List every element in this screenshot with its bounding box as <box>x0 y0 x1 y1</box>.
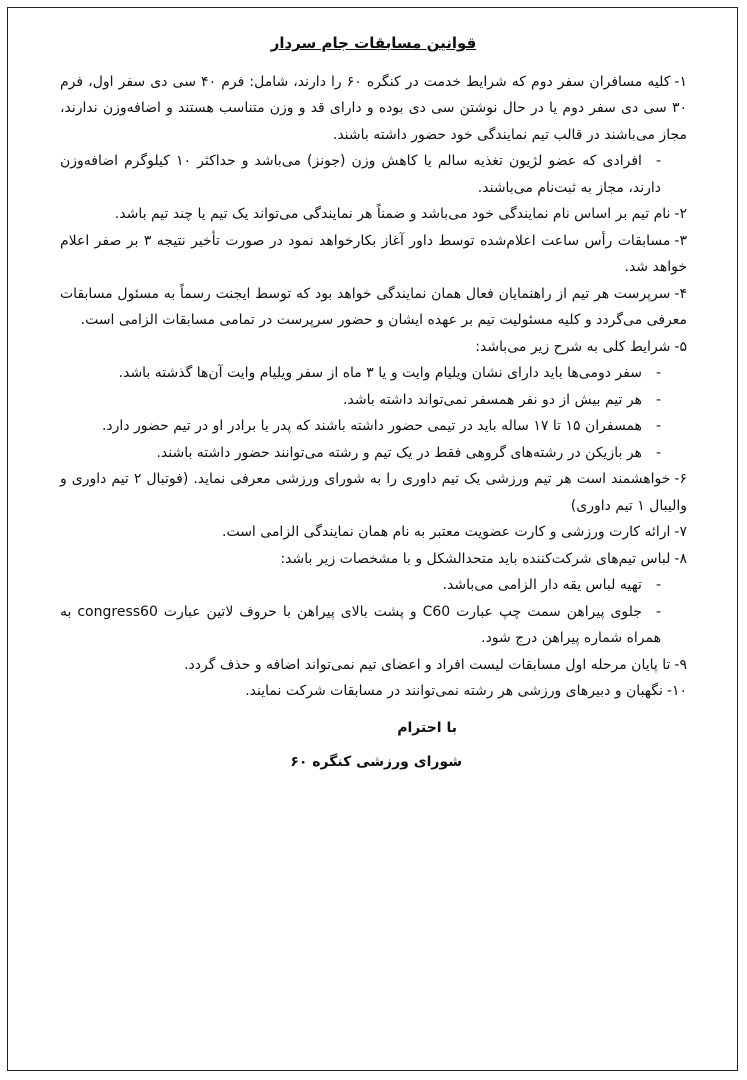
bullet-dash: - <box>655 365 661 381</box>
rule-text: خواهشمند است هر تیم ورزشی یک تیم داوری را به شورای ورزشی معرفی نماید. (فوتبال ۲ تیم داوری و والیبال ۱ تیم داوری) <box>60 471 687 514</box>
rule-subitem <box>60 572 661 599</box>
closing-regards: با احترام <box>397 719 457 736</box>
rule-item <box>60 466 687 519</box>
rule-item <box>60 678 687 705</box>
rule-subitem-text: هر تیم بیش از دو نفر همسفر نمی‌تواند داشته باشد. <box>343 391 642 408</box>
rule-number: ۱۰- <box>666 683 687 699</box>
rule-text: نام تیم بر اساس نام نمایندگی خود می‌باشد و ضمناً هر نمایندگی می‌تواند یک تیم یا چند تیم باشد. <box>114 206 671 222</box>
closing-signature <box>60 715 687 776</box>
rule-subitem <box>60 148 661 201</box>
rule-number: ۵- <box>674 338 687 355</box>
rule-subitem <box>60 599 661 652</box>
bullet-dash: - <box>655 153 661 169</box>
rule-subitem-text: هر بازیکن در رشته‌های گروهی فقط در یک تیم و رشته می‌توانند حضور داشته باشند. <box>156 444 642 461</box>
rule-item <box>60 201 687 228</box>
rule-number: ۲- <box>674 206 687 222</box>
rule-item <box>60 281 687 334</box>
closing-signatory: شورای ورزشی کنگره ۶۰ <box>290 754 462 770</box>
rule-text: ارائه کارت ورزشی و کارت عضویت معتبر به نام همان نمایندگی الزامی است. <box>222 524 671 540</box>
rules-list <box>60 69 687 705</box>
bullet-dash: - <box>655 603 662 620</box>
rule-number: ۷- <box>674 524 687 540</box>
rule-number: ۸- <box>674 550 687 567</box>
rule-subitem <box>60 387 661 414</box>
rule-subitem-text: جلوی پیراهن سمت چپ عبارت C60 و پشت بالای پیراهن با حروف لاتین عبارت congress60 به همراه شماره پیراهن درج شود. <box>60 603 661 646</box>
rule-subitem <box>60 360 661 387</box>
bullet-dash: - <box>655 444 661 461</box>
bullet-dash: - <box>655 577 661 593</box>
rule-text: نگهبان و دبیرهای ورزشی هر رشته نمی‌توانند در مسابقات شرکت نمایند. <box>245 683 663 699</box>
rule-subitem-text: سفر دومی‌ها باید دارای نشان ویلیام وایت و یا ۳ ماه از سفر ویلیام وایت آن‌ها گذشته باشد. <box>118 365 642 381</box>
rule-text: تا پایان مرحله اول مسابقات لیست افراد و اعضای تیم نمی‌تواند اضافه و حذف گردد. <box>184 656 671 673</box>
rule-number: ۴- <box>674 285 687 302</box>
bullet-dash: - <box>655 391 661 408</box>
rule-subitem <box>60 440 661 467</box>
rule-text: لباس تیم‌های شرکت‌کننده باید متحدالشکل و با مشخصات زیر باشد: <box>280 550 671 567</box>
rule-subitem-text: همسفران ۱۵ تا ۱۷ ساله باید در تیمی حضور داشته باشند که پدر یا برادر او در تیم حضور دارد. <box>101 418 642 434</box>
rule-item <box>60 228 687 281</box>
rule-item <box>60 652 687 679</box>
rule-item <box>60 69 687 149</box>
rule-item <box>60 519 687 546</box>
rule-text: کلیه مسافران سفر دوم که شرایط خدمت در کنگره ۶۰ را دارند، شامل: فرم ۴۰ سی دی سفر اول، فرم ۳۰ سی دی سفر دوم یا در حال نوشتن سی دی بوده و دارای قد و وزن متناسب هستند و اضافه‌وزن ندارند، مجاز می‌باشند در قالب تیم نمایندگی خود حضور داشته باشند. <box>60 73 687 143</box>
rule-number: ۱- <box>674 73 687 90</box>
rule-subitem-text: افرادی که عضو لژیون تغذیه سالم یا کاهش وزن (جونز) می‌باشد و حداکثر ۱۰ کیلوگرم اضافه‌وزن دارند، مجاز به ثبت‌نام می‌باشند. <box>60 153 661 196</box>
rule-number: ۶- <box>674 471 687 487</box>
rule-text: سرپرست هر تیم از راهنمایان فعال همان نمایندگی خواهد بود که توسط ایجنت رسماً به مسئول مسابقات معرفی می‌گردد و کلیه مسئولیت تیم بر عهده ایشان و حضور سرپرست در تمامی مسابقات الزامی است. <box>60 285 687 328</box>
rule-text: مسابقات رأس ساعت اعلام‌شده توسط داور آغاز بکارخواهد نمود در صورت تأخیر نتیجه ۳ بر صفر اعلام خواهد شد. <box>60 232 687 275</box>
rule-item <box>60 334 687 361</box>
rule-item <box>60 546 687 573</box>
document-body <box>60 30 687 776</box>
rule-subitem <box>60 413 661 440</box>
bullet-dash: - <box>655 418 661 434</box>
document-title: قوانین مسابقات جام سردار <box>270 34 477 52</box>
rule-subitem-text: تهیه لباس یقه دار الزامی می‌باشد. <box>442 577 642 593</box>
rule-number: ۳- <box>674 232 687 249</box>
rule-text: شرایط کلی به شرح زیر می‌باشد: <box>475 338 671 355</box>
rule-number: ۹- <box>674 656 687 673</box>
